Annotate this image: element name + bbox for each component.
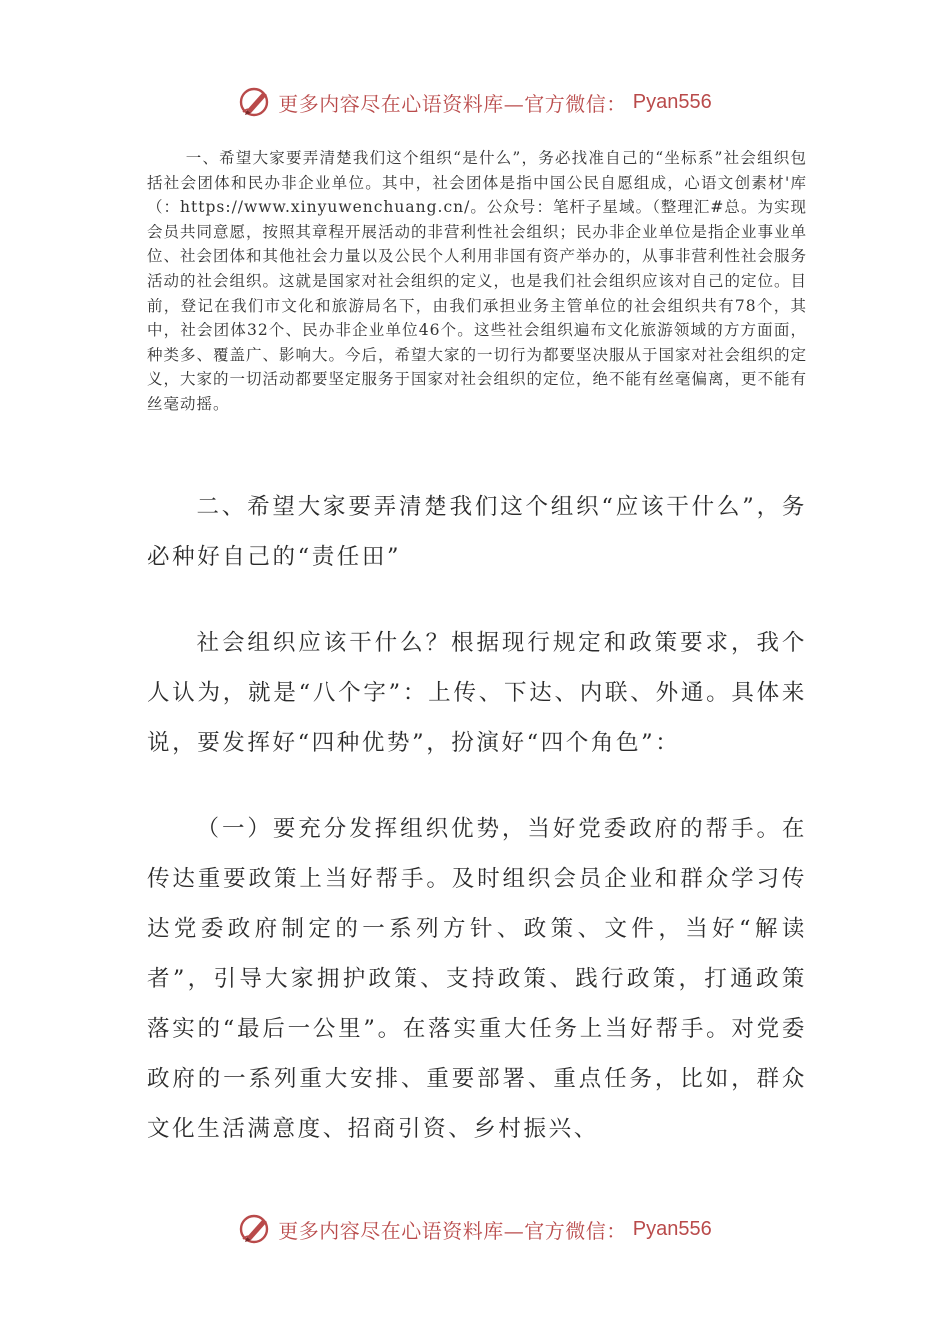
section-heading-2: 二、希望大家要弄清楚我们这个组织“应该干什么”，务必种好自己的“责任田” xyxy=(147,494,807,570)
banner-wechat-handle: Pyan556 xyxy=(632,90,712,113)
banner-text: 更多内容尽在心语资料库—官方微信： xyxy=(278,1218,627,1243)
paragraph-2: 社会组织应该干什么？根据现行规定和政策要求，我个人认为，就是“八个字”：上传、下达、内联、外通。具体来说，要发挥好“四种优势”，扮演好“四个角色”： xyxy=(147,630,807,756)
banner-wechat-handle: Pyan556 xyxy=(632,1217,712,1240)
pen-logo-icon xyxy=(238,1212,272,1246)
paragraph-1: 一、希望大家要弄清楚我们这个组织“是什么”，务必找准自己的“坐标系”社会组织包括社会团体和民办非企业单位。其中，社会团体是指中国公民自愿组成，心语文创素材'库（：https://www.xinyuwenchuang.cn/。公众号：笔杆子星域。（整理汇#总。为实现会员共同意愿，按照其章程开展活动的非营利性社会组织；民办非企业单位是指企业事业单位、社会团体和其他社会力量以及公民个人利用非国有资产举办的，从事非营利性社会服务活动的社会组织。这就是国家对社会组织的定义，也是我们社会组织应该对自己的定位。目前，登记在我们市文化和旅游局名下，由我们承担业务主管单位的社会组织共有78个，其中，社会团体32个、民办非企业单位46个。这些社会组织遍布文化旅游领域的方方面面，种类多、覆盖广、影响大。今后，希望大家的一切行为都要坚决服从于国家对社会组织的定义，大家的一切活动都要坚定服务于国家对社会组织的定位，绝不能有丝毫偏离，更不能有丝毫动摇。 xyxy=(147,149,808,413)
banner-text: 更多内容尽在心语资料库—官方微信： xyxy=(278,91,627,116)
paragraph-3: （一）要充分发挥组织优势，当好党委政府的帮手。在传达重要政策上当好帮手。及时组织会员企业和群众学习传达党委政府制定的一系列方针、政策、文件，当好“解读者”，引导大家拥护政策、支持政策、践行政策，打通政策落实的“最后一公里”。在落实重大任务上当好帮手。对党委政府的一系列重大安排、重要部署、重点任务，比如，群众文化生活满意度、招商引资、乡村振兴、 xyxy=(147,816,807,1142)
pen-logo-icon xyxy=(238,85,272,119)
footer-banner xyxy=(0,1207,950,1251)
header-banner xyxy=(0,80,950,124)
